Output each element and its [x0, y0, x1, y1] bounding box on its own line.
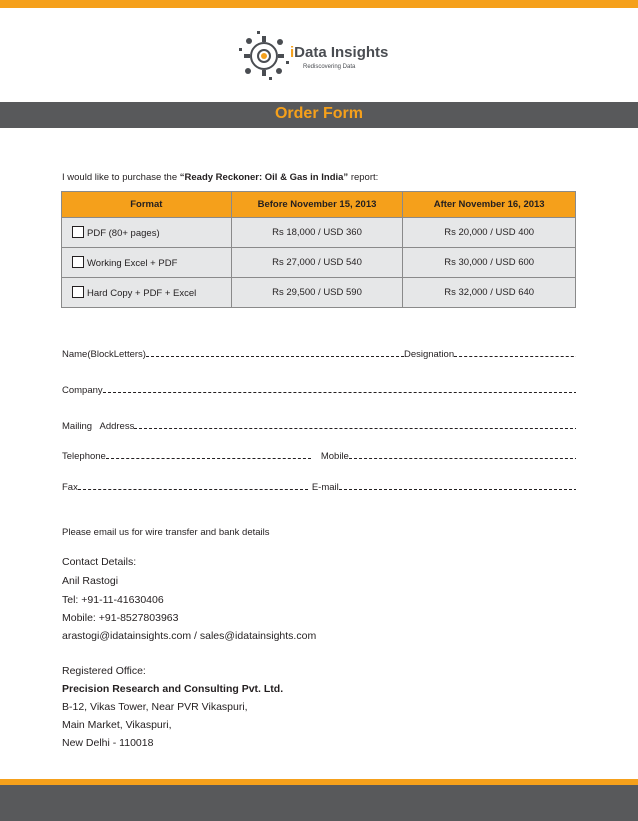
- checkbox[interactable]: [72, 226, 84, 238]
- footer-bar: [0, 785, 638, 821]
- page-title: Order Form: [274, 105, 363, 122]
- office-address-line2: Main Market, Vikaspuri,: [62, 719, 172, 731]
- designation-field[interactable]: [454, 347, 576, 357]
- price-after-cell: Rs 30,000 / USD 600: [403, 248, 576, 278]
- contact-tel: Tel: +91-11-41630406: [62, 594, 164, 606]
- company-label: Company: [62, 385, 103, 396]
- company-row: [62, 383, 576, 396]
- top-accent-bar: [0, 0, 638, 8]
- telephone-field[interactable]: [106, 449, 311, 459]
- table-row: [62, 278, 576, 308]
- table-header-row: [62, 192, 576, 218]
- name-label: Name(BlockLetters): [62, 349, 146, 360]
- email-field[interactable]: [339, 480, 576, 490]
- format-cell[interactable]: Hard Copy + PDF + Excel: [62, 278, 232, 308]
- contact-name: Anil Rastogi: [62, 575, 119, 587]
- table-header-before: Before November 15, 2013: [231, 192, 403, 218]
- contact-email[interactable]: arastogi@idatainsights.com / sales@idatainsights.com: [62, 630, 317, 642]
- format-cell[interactable]: PDF (80+ pages): [62, 218, 232, 248]
- name-field[interactable]: [146, 347, 404, 357]
- logo-tagline: Rediscovering Data: [303, 64, 356, 70]
- office-address-line1: B-12, Vikas Tower, Near PVR Vikaspuri,: [62, 701, 248, 713]
- office-company: Precision Research and Consulting Pvt. Ltd.: [62, 683, 284, 695]
- company-field[interactable]: [103, 383, 576, 393]
- report-name: “Ready Reckoner: Oil & Gas in India”: [179, 172, 349, 183]
- price-before-cell: Rs 27,000 / USD 540: [231, 248, 403, 278]
- checkbox[interactable]: [72, 256, 84, 268]
- wire-transfer-note: Please email us for wire transfer and bank details: [62, 527, 270, 538]
- name-designation-row: [62, 347, 576, 360]
- price-after-cell: Rs 32,000 / USD 640: [403, 278, 576, 308]
- logo-gears-icon: [237, 30, 291, 82]
- contact-mobile: Mobile: +91-8527803963: [62, 612, 179, 624]
- fax-field[interactable]: [78, 480, 308, 490]
- address-field[interactable]: [134, 419, 576, 429]
- telephone-label: Telephone: [62, 451, 106, 462]
- fax-email-row: [62, 480, 576, 493]
- price-after-cell: Rs 20,000 / USD 400: [403, 218, 576, 248]
- checkbox[interactable]: [72, 286, 84, 298]
- table-header-after: After November 16, 2013: [403, 192, 576, 218]
- table-row: [62, 248, 576, 278]
- email-label: E-mail: [311, 482, 339, 493]
- price-before-cell: Rs 29,500 / USD 590: [231, 278, 403, 308]
- office-heading: Registered Office:: [62, 665, 146, 677]
- logo-wordmark: iData Insights: [290, 44, 389, 61]
- title-bar: [0, 102, 638, 128]
- telephone-mobile-row: [62, 449, 576, 462]
- designation-label: Designation: [403, 349, 455, 360]
- address-row: [62, 419, 576, 432]
- address-label: Mailing Address: [62, 421, 135, 432]
- table-row: [62, 218, 576, 248]
- intro-text: I would like to purchase the “Ready Reckoner: Oil & Gas in India” report:: [62, 172, 379, 183]
- contact-heading: Contact Details:: [62, 556, 137, 568]
- format-cell[interactable]: Working Excel + PDF: [62, 248, 232, 278]
- logo: [237, 30, 407, 82]
- fax-label: Fax: [62, 482, 78, 493]
- table-header-format: Format: [62, 192, 232, 218]
- mobile-label: Mobile: [320, 451, 349, 462]
- office-address-line3: New Delhi - 110018: [62, 737, 154, 749]
- pricing-table: [61, 191, 576, 308]
- mobile-field[interactable]: [349, 449, 576, 459]
- price-before-cell: Rs 18,000 / USD 360: [231, 218, 403, 248]
